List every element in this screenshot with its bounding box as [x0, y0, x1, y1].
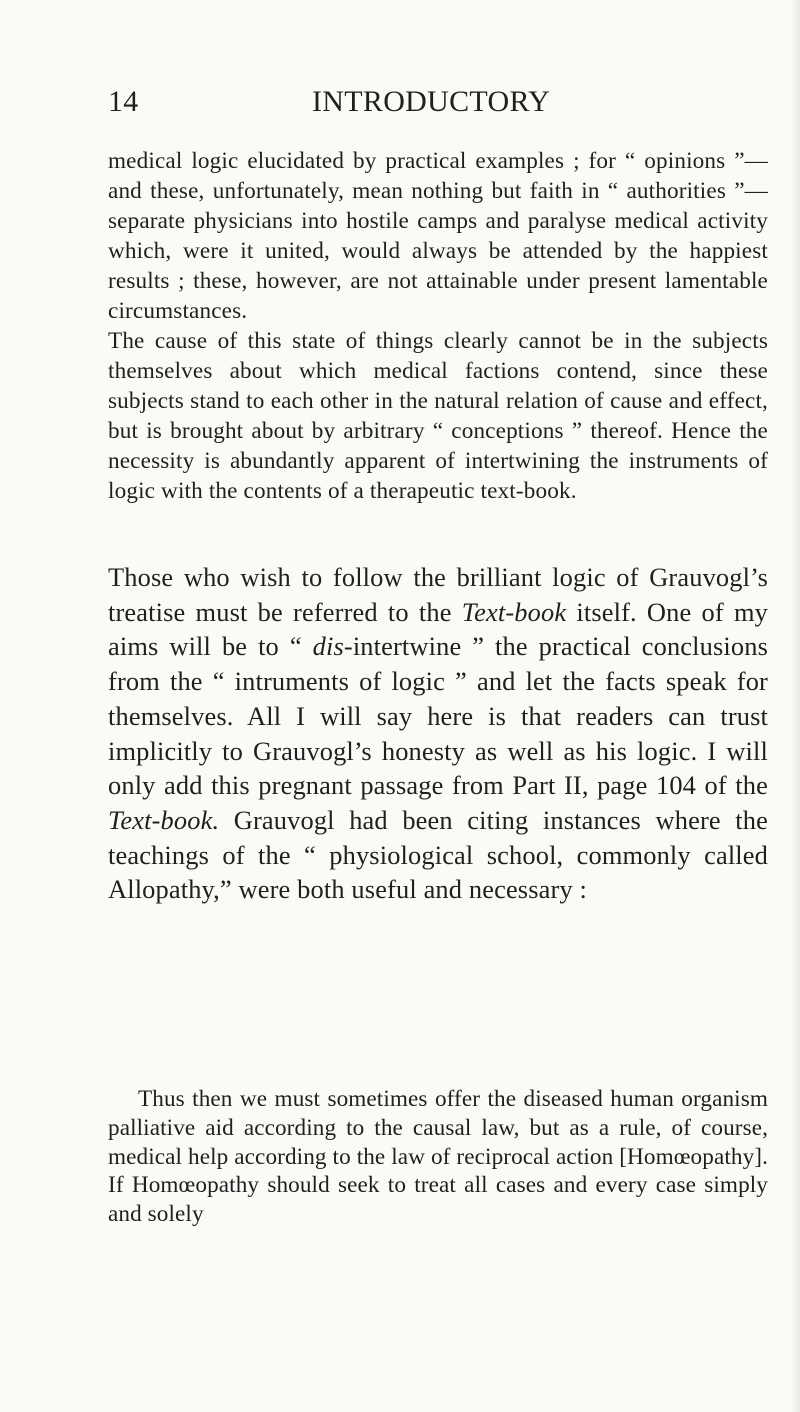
main-paragraph-text-3: -intertwine ” the practical conclusions from the “ intruments of logic ” and let the facts speak for themselves. All I will say here is that readers can trust implicitly to Grauvogl’s honesty as well as his logic. I will only add this pregnant passage from Part II, page 104 of the — [108, 631, 768, 801]
intro-paragraph-2: The cause of this state of things clearly cannot be in the subjects themselves about which medical factions contend, since these subjects stand to each other in the natural relation of cause and effect, but is brought about by arbitrary “ conceptions ” thereof. Hence the necessity is abundantly apparent of intertwining the instruments of logic with the contents of a therapeutic text-book. — [108, 328, 768, 504]
running-title: INTRODUCTORY — [312, 85, 551, 118]
intro-paragraph-1: medical logic elucidated by practical examples ; for “ opinions ”—and these, unfortunately, mean nothing but faith in “ authorities ”— separate physicians into hostile camps and paralyse medical activity which, were it united, would always be attended by the happiest results ; these, however, are not attainable under present lamentable circumstances. — [108, 148, 768, 324]
running-head — [108, 85, 768, 119]
main-paragraph-text-2: itself. One of my aims will be to “ — [108, 596, 768, 662]
page-edge-shadow — [790, 0, 800, 1412]
main-paragraph-italic-text-book-reference: Text-book. — [108, 804, 220, 835]
main-paragraph-italic-text-book: Text-book — [461, 596, 567, 627]
main-paragraph — [108, 560, 768, 907]
page-number: 14 — [108, 85, 139, 118]
main-paragraph-italic-dis: dis — [312, 631, 344, 662]
intro-text-block — [108, 146, 768, 506]
main-paragraph-text-4: Grauvogl had been citing instances where the teachings of the “ physiological school, commonly called Allopathy,” were both useful and necessary : — [108, 804, 768, 905]
quoted-passage: Thus then we must sometimes offer the diseased human organism palliative aid according to the causal law, but as a rule, of course, medical help according to the law of reciprocal action [Homœopathy]. If Homœopathy should seek to treat all cases and every case simply and solely — [108, 1086, 768, 1228]
main-paragraph-text-1: Those who wish to follow the brilliant logic of Grauvogl’s treatise must be referred to the — [108, 562, 768, 627]
